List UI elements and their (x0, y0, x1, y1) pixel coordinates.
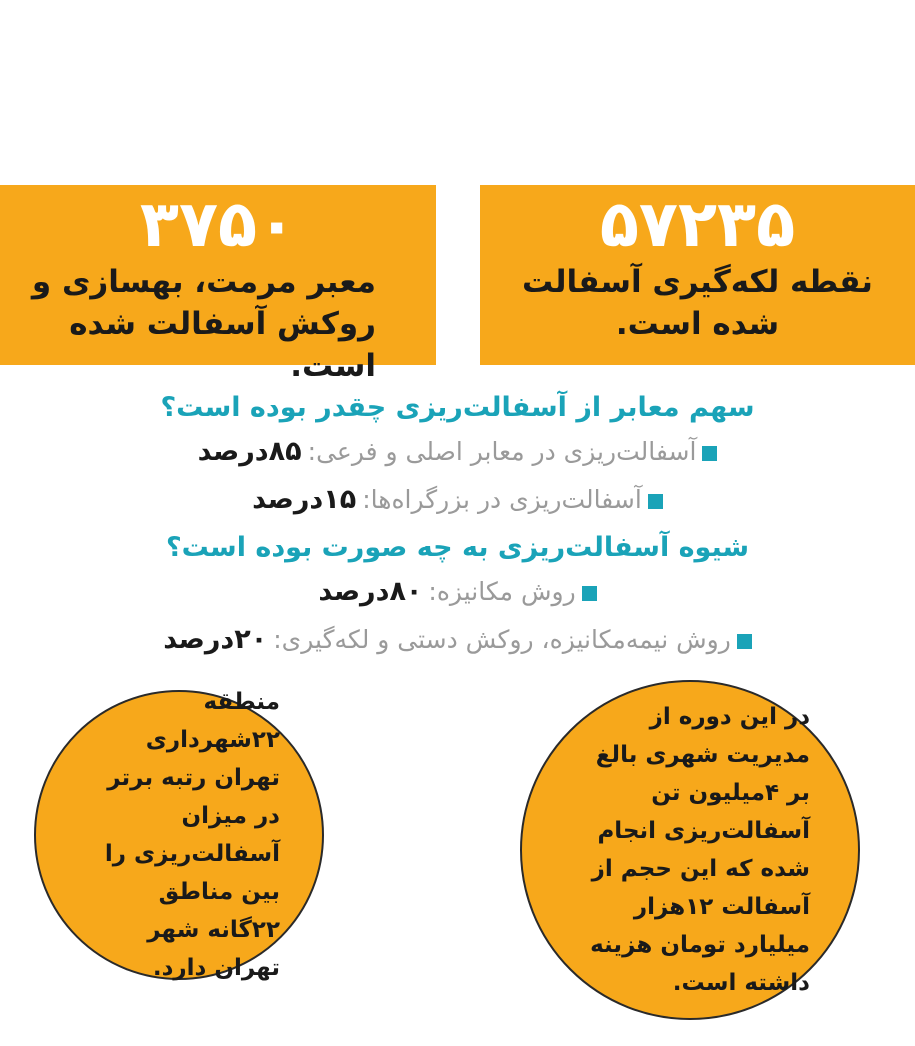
question-street-share: سهم معابر از آسفالت‌ریزی چقدر بوده است؟ (160, 392, 755, 423)
list-item (0, 620, 915, 668)
square-bullet-icon (737, 634, 752, 649)
item-value: ۸۵درصد (197, 436, 302, 467)
list-item (0, 572, 915, 620)
item-label: روش مکانیزه: (428, 577, 576, 606)
item-value: ۱۵درصد (252, 484, 357, 515)
stat-box-streets (0, 185, 436, 384)
list-item (0, 432, 915, 480)
circle-text: منطقه ۲۲شهرداری تهران رتبه برتر در میزان آسفالت‌ریزی را بین مناطق ۲۲گانه شهر تهران دارد. (104, 689, 280, 981)
item-label: آسفالت‌ریزی در معابر اصلی و فرعی: (307, 437, 697, 466)
square-bullet-icon (648, 494, 663, 509)
stat-number-streets: ۳۷۵۰ (139, 188, 297, 262)
stats-section (0, 388, 915, 668)
stat-text-streets: معبر مرمت، بهسازی و روکش آسفالت شده است. (31, 264, 376, 384)
item-label: آسفالت‌ریزی در بزرگراه‌ها: (362, 485, 642, 514)
item-value: ۲۰درصد (163, 624, 268, 655)
item-label: روش نیمه‌مکانیزه، روکش دستی و لکه‌گیری: (273, 625, 731, 654)
circle-text: در این دوره از مدیریت شهری بالغ بر ۴میلیون تن آسفالت‌ریزی انجام شده که این حجم از آسفالت ۱۲هزار میلیارد تومان هزینه داشته است. (590, 704, 810, 996)
info-circle-asphalt-volume (520, 680, 860, 1020)
square-bullet-icon (702, 446, 717, 461)
item-value: ۸۰درصد (318, 576, 423, 607)
stat-text-patches: نقطه لکه‌گیری آسفالت شده است. (522, 264, 873, 342)
list-item (0, 480, 915, 528)
question-method: شیوه آسفالت‌ریزی به چه صورت بوده است؟ (165, 532, 750, 563)
stat-box-patches (480, 185, 915, 365)
stat-number-patches: ۵۷۲۳۵ (599, 188, 796, 262)
square-bullet-icon (582, 586, 597, 601)
info-circle-district-22 (34, 690, 324, 980)
